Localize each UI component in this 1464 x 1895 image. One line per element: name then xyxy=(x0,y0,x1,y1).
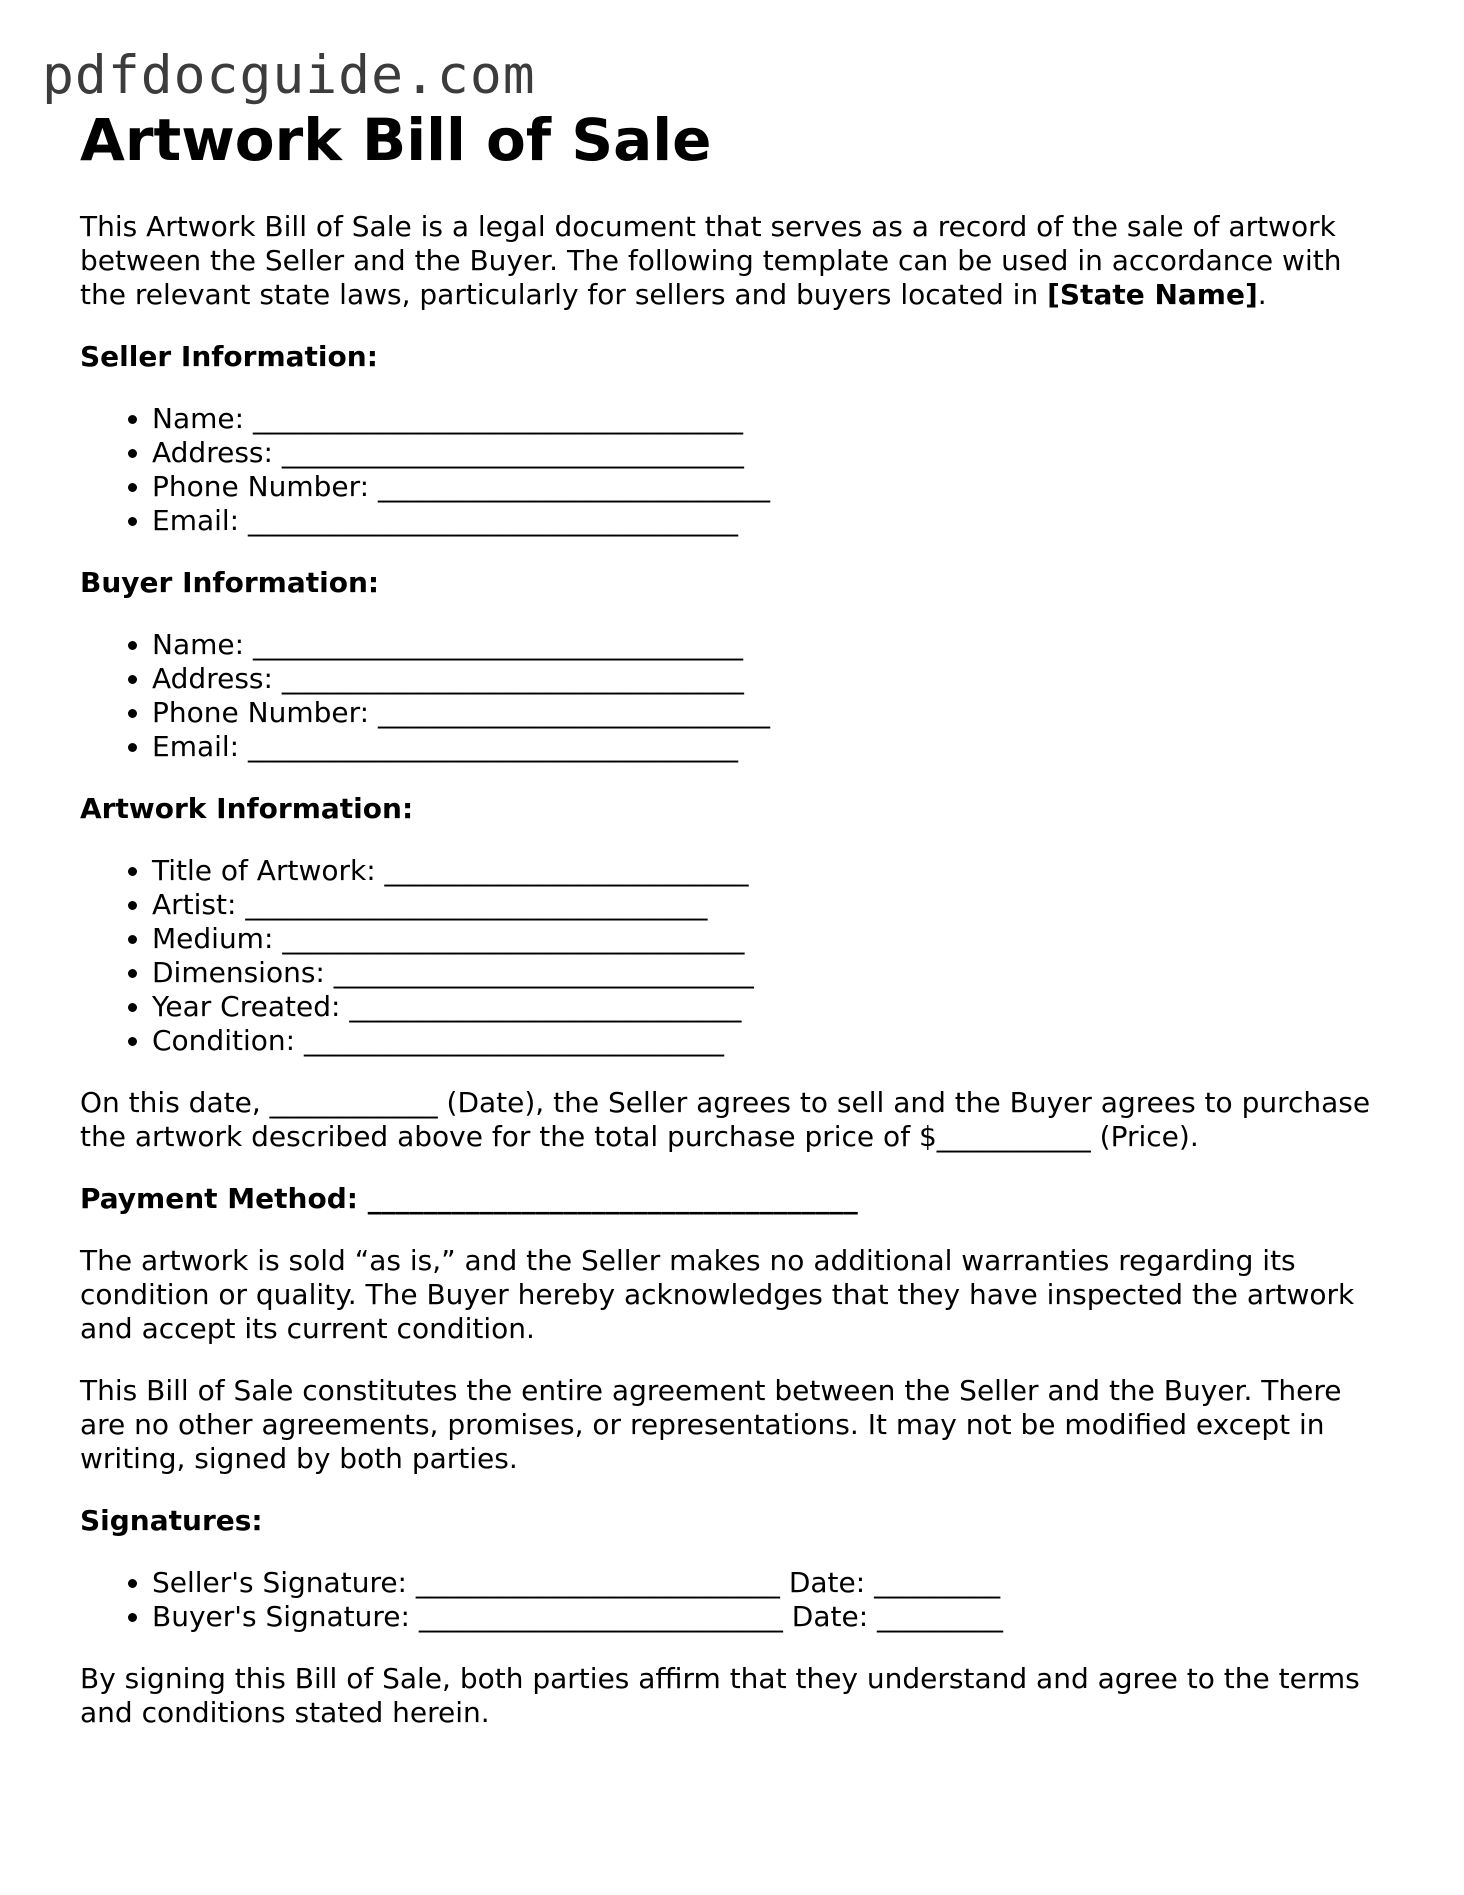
artwork-artist-field xyxy=(152,888,1380,922)
artwork-fields xyxy=(80,854,1380,1058)
field-blank: _________________________________ xyxy=(281,662,744,695)
seller-heading: Seller Information: xyxy=(80,340,378,373)
buyer-email-field xyxy=(152,730,1380,764)
seller-phone-field xyxy=(152,470,1380,504)
field-label: Phone Number: xyxy=(152,696,370,729)
field-blank: _________________________________ xyxy=(282,922,745,955)
buyer-date-blank: _________ xyxy=(877,1600,1004,1633)
signature-lines xyxy=(80,1566,1380,1634)
document-page xyxy=(80,100,1380,1730)
field-label: Email: xyxy=(152,504,240,537)
buyer-heading: Buyer Information: xyxy=(80,566,380,599)
field-label: Phone Number: xyxy=(152,470,370,503)
artwork-dimensions-field xyxy=(152,956,1380,990)
field-blank: ___________________________________ xyxy=(248,504,739,537)
payment-method xyxy=(80,1182,1380,1216)
seller-date-label: Date: xyxy=(788,1566,866,1599)
buyer-signature-label: Buyer's Signature: xyxy=(152,1600,410,1633)
field-blank: ____________________________ xyxy=(377,696,770,729)
seller-email-field xyxy=(152,504,1380,538)
intro-text: This Artwork Bill of Sale is a legal document that serves as a record of the sale of artwork between the Seller and the Buyer. The following template can be used in accordance with the relevant state laws, particularly for sellers and buyers located in xyxy=(80,210,1342,311)
seller-fields xyxy=(80,402,1380,538)
page-title: Artwork Bill of Sale xyxy=(80,106,712,174)
artwork-title-field xyxy=(152,854,1380,888)
artwork-condition-field xyxy=(152,1024,1380,1058)
field-blank: _________________________________ xyxy=(281,436,744,469)
as-is-paragraph: The artwork is sold “as is,” and the Seller makes no additional warranties regarding its condition or quality. The Buyer hereby acknowledges that they have inspected the artwork and accept its current condition. xyxy=(80,1244,1355,1345)
watermark: pdfdocguide.com xyxy=(42,45,536,106)
seller-name-field xyxy=(152,402,1380,436)
artwork-year-field xyxy=(152,990,1380,1024)
buyer-address-field xyxy=(152,662,1380,696)
closing-paragraph: By signing this Bill of Sale, both parties affirm that they understand and agree to the terms and conditions stated herein. xyxy=(80,1662,1360,1729)
payment-label: Payment Method: xyxy=(80,1182,358,1215)
buyer-date-label: Date: xyxy=(791,1600,869,1633)
payment-blank: ___________________________________ xyxy=(367,1182,858,1215)
field-label: Name: xyxy=(152,402,245,435)
field-blank: ______________________________ xyxy=(333,956,754,989)
state-name: [State Name] xyxy=(1047,278,1258,311)
field-blank: __________________________ xyxy=(384,854,749,887)
buyer-signature-line xyxy=(152,1600,1380,1634)
intro-paragraph xyxy=(80,210,1380,312)
entire-agreement-paragraph: This Bill of Sale constitutes the entire agreement between the Seller and the Buyer. There are no other agreements, promises, or representations. It may not be modified except in writing, signed by both parties. xyxy=(80,1374,1342,1475)
seller-signature-line xyxy=(152,1566,1380,1600)
buyer-fields xyxy=(80,628,1380,764)
field-label: Address: xyxy=(152,662,273,695)
seller-address-field xyxy=(152,436,1380,470)
field-blank: ____________________________ xyxy=(349,990,742,1023)
artwork-medium-field xyxy=(152,922,1380,956)
buyer-signature-blank: __________________________ xyxy=(418,1600,783,1633)
field-label: Dimensions: xyxy=(152,956,325,989)
field-label: Title of Artwork: xyxy=(152,854,376,887)
field-blank: ___________________________________ xyxy=(248,730,739,763)
field-label: Medium: xyxy=(152,922,274,955)
field-label: Address: xyxy=(152,436,273,469)
artwork-heading: Artwork Information: xyxy=(80,792,414,825)
field-label: Year Created: xyxy=(152,990,341,1023)
field-blank: ______________________________ xyxy=(303,1024,724,1057)
field-blank: ____________________________ xyxy=(377,470,770,503)
field-label: Email: xyxy=(152,730,240,763)
agreement-paragraph: On this date, ____________ (Date), the Seller agrees to sell and the Buyer agrees to purchase the artwork described above for the total purchase price of $___________ (Price). xyxy=(80,1086,1371,1153)
field-blank: ___________________________________ xyxy=(252,402,743,435)
field-blank: _________________________________ xyxy=(245,888,708,921)
buyer-phone-field xyxy=(152,696,1380,730)
buyer-name-field xyxy=(152,628,1380,662)
seller-signature-blank: __________________________ xyxy=(415,1566,780,1599)
signatures-heading: Signatures: xyxy=(80,1504,263,1537)
field-label: Artist: xyxy=(152,888,237,921)
intro-end: . xyxy=(1257,278,1267,311)
field-label: Name: xyxy=(152,628,245,661)
field-blank: ___________________________________ xyxy=(252,628,743,661)
seller-date-blank: _________ xyxy=(874,1566,1001,1599)
seller-signature-label: Seller's Signature: xyxy=(152,1566,407,1599)
field-label: Condition: xyxy=(152,1024,296,1057)
